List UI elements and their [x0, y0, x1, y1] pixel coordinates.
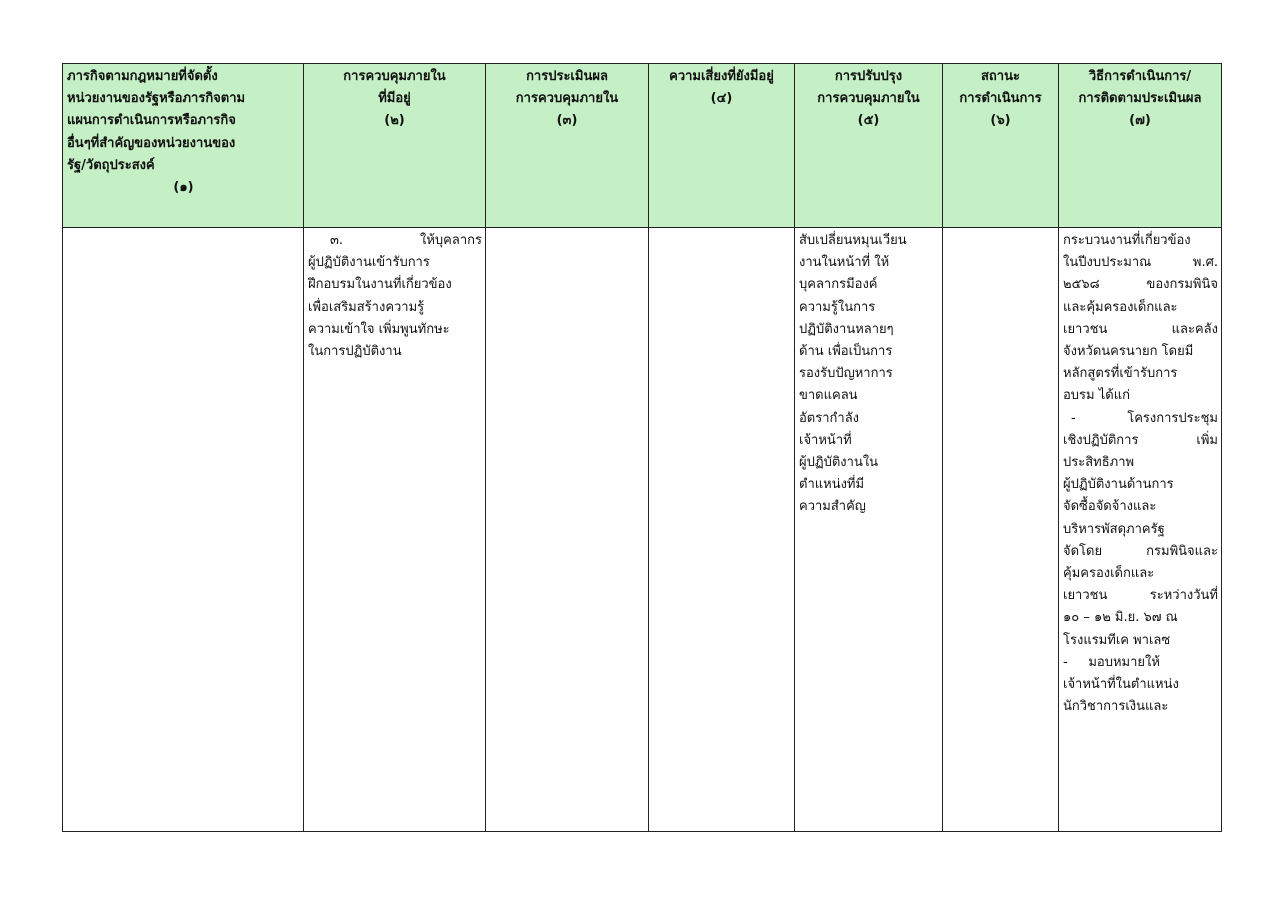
header-remaining-risk: [649, 64, 795, 228]
text-line: ๓. ให้บุคลากร: [330, 233, 482, 248]
text-line: ในการปฏิบัติงาน: [308, 344, 402, 360]
text-line: ในปีงบประมาณ พ.ศ.: [1063, 255, 1218, 271]
header-mission-line: ภารกิจตามกฎหมายที่จัดตั้ง: [67, 69, 218, 84]
text-line: จังหวัดนครนายก โดยมี: [1063, 344, 1194, 360]
text-line: ผู้ปฏิบัติงานเข้ารับการ: [308, 255, 430, 271]
text-line: ปฏิบัติงานหลายๆ: [799, 321, 894, 337]
header-existing-control: [304, 64, 486, 228]
text-line: ขาดแคลน: [799, 388, 858, 404]
text-line: ผู้ปฏิบัติงานใน: [799, 455, 879, 471]
header-status: [943, 64, 1059, 228]
header-mission-line: หน่วยงานของรัฐหรือภารกิจตาม: [67, 91, 246, 107]
cell-control-evaluation: [486, 228, 649, 832]
text-line: และคุ้มครองเด็กและ: [1063, 299, 1178, 315]
text-line: อบรม ได้แก่: [1063, 388, 1130, 404]
text-line: โรงแรมทีเค พาเลซ: [1063, 632, 1171, 648]
text-line: คุ้มครองเด็กและ: [1063, 566, 1155, 582]
text-line: บุคลากรมีองค์: [799, 277, 878, 293]
header-control-evaluation-number: (๓): [556, 113, 578, 129]
text-line: ความรู้ในการ: [799, 299, 876, 315]
text-line: จัดโดย กรมพินิจและ: [1063, 543, 1218, 559]
cell-mission: [63, 228, 304, 832]
header-control-improvement-line: การควบคุมภายใน: [817, 91, 920, 107]
header-mission-number: (๑): [173, 180, 194, 196]
header-remaining-risk-line: ความเสี่ยงที่ยังมีอยู่: [669, 69, 774, 84]
header-existing-control-number: (๒): [384, 113, 405, 129]
header-mission: [63, 64, 304, 228]
header-mission-line: รัฐ/วัตถุประสงค์: [67, 157, 155, 173]
text-line: เพื่อเสริมสร้างความรู้: [308, 299, 425, 315]
cell-remaining-risk: [649, 228, 795, 832]
text-line: บริหารพัสดุภาครัฐ: [1063, 521, 1165, 537]
header-remaining-risk-number: (๔): [710, 91, 733, 107]
text-line: จัดซื้อจัดจ้างและ: [1063, 499, 1157, 515]
header-control-evaluation-line: การประเมินผล: [526, 69, 608, 84]
cell-status: [943, 228, 1059, 832]
header-row: [63, 64, 1222, 228]
text-line: เจ้าหน้าที่: [799, 432, 852, 448]
text-line: รองรับปัญหาการ: [799, 366, 893, 382]
text-line: งานในหน้าที่ ให้: [799, 255, 890, 271]
header-control-evaluation-line: การควบคุมภายใน: [515, 91, 619, 107]
text-line: ๑๐ – ๑๒ มิ.ย. ๖๗ ณ: [1063, 610, 1178, 626]
text-line: เยาวชน ระหว่างวันที่: [1063, 588, 1218, 604]
risk-assessment-table: [62, 63, 1222, 832]
text-line: ด้าน เพื่อเป็นการ: [799, 344, 893, 360]
text-line: ประสิทธิภาพ: [1063, 455, 1135, 471]
table-row: [63, 228, 1222, 832]
header-status-line: การดำเนินการ: [959, 91, 1042, 107]
text-line: - โครงการประชุม: [1071, 410, 1218, 426]
header-existing-control-line: การควบคุมภายใน: [343, 69, 446, 84]
text-line: นักวิชาการเงินและ: [1063, 699, 1169, 715]
header-method-followup: [1059, 64, 1222, 228]
text-line: ความสำคัญ: [799, 499, 866, 515]
text-line: หลักสูตรที่เข้ารับการ: [1063, 366, 1178, 382]
header-existing-control-line: ที่มีอยู่: [378, 91, 411, 107]
text-line: เชิงปฏิบัติการ เพิ่ม: [1063, 432, 1218, 448]
text-line: อัตรากำลัง: [799, 410, 860, 426]
text-line: กระบวนงานที่เกี่ยวข้อง: [1063, 233, 1191, 248]
text-line: เจ้าหน้าที่ในตำแหน่ง: [1063, 677, 1179, 693]
text-line: - มอบหมายให้: [1063, 654, 1160, 670]
cell-control-improvement: [795, 228, 943, 832]
header-mission-line: อื่นๆที่สำคัญของหน่วยงานของ: [67, 135, 236, 151]
text-line: ผู้ปฏิบัติงานด้านการ: [1063, 477, 1174, 493]
header-control-improvement-number: (๕): [857, 113, 880, 129]
header-status-number: (๖): [990, 113, 1011, 129]
text-line: ฝึกอบรมในงานที่เกี่ยวข้อง: [308, 277, 452, 293]
text-line: เยาวชน และคลัง: [1063, 321, 1218, 337]
header-control-evaluation: [486, 64, 649, 228]
header-control-improvement: [795, 64, 943, 228]
header-control-improvement-line: การปรับปรุง: [834, 69, 903, 84]
header-method-followup-line: วิธีการดำเนินการ/: [1088, 69, 1192, 84]
text-line: สับเปลี่ยนหมุนเวียน: [799, 233, 907, 248]
header-status-line: สถานะ: [981, 69, 1020, 84]
text-line: ความเข้าใจ เพิ่มพูนทักษะ: [308, 321, 450, 337]
header-method-followup-number: (๗): [1129, 113, 1151, 129]
text-line: ๒๕๖๘ ของกรมพินิจ: [1063, 277, 1218, 293]
header-method-followup-line: การติดตามประเมินผล: [1078, 91, 1202, 107]
cell-method-followup: [1059, 228, 1222, 832]
header-mission-line: แผนการดำเนินการหรือภารกิจ: [67, 113, 236, 129]
cell-existing-control: [304, 228, 486, 832]
text-line: ตำแหน่งที่มี: [799, 477, 865, 493]
